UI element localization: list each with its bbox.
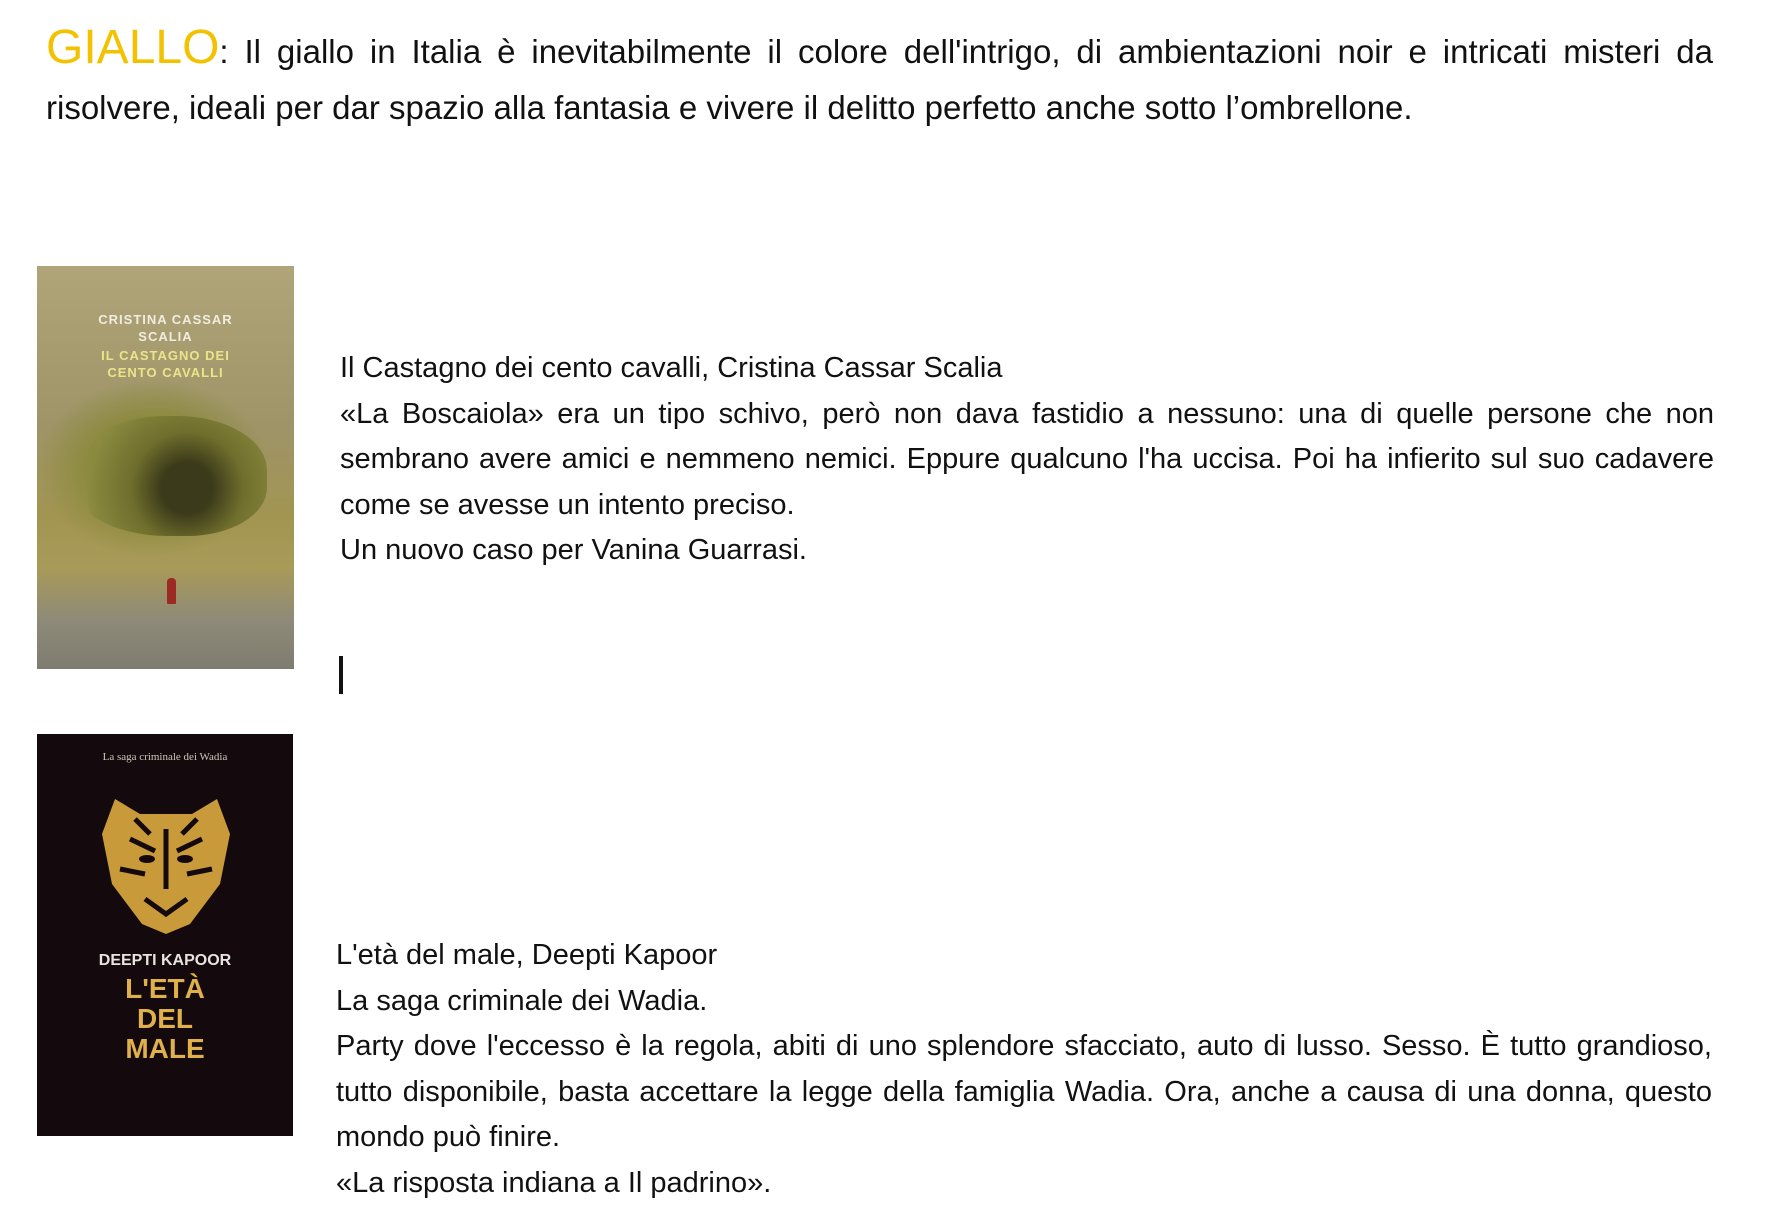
- intro-text: : Il giallo in Italia è inevitabilmente il colore dell'intrigo, di ambientazioni noir e intricati misteri da risolvere, ideali per dar spazio alla fantasia e vivere il delitto perfetto anche sotto l’ombrellone.: [46, 33, 1713, 126]
- genre-title: GIALLO: [46, 21, 219, 74]
- book-subheading: La saga criminale dei Wadia.: [336, 979, 1712, 1025]
- book-heading: Il Castagno dei cento cavalli, Cristina Cassar Scalia: [340, 346, 1714, 392]
- cover-title: IL CASTAGNO DEI CENTO CAVALLI: [37, 347, 294, 381]
- book-heading: L'età del male, Deepti Kapoor: [336, 933, 1712, 979]
- book-entry-castagno: [340, 346, 1714, 574]
- figure-illustration: [167, 578, 176, 604]
- tree-illustration: [67, 416, 267, 536]
- book-cover-castagno: [37, 266, 294, 669]
- text-cursor: [339, 656, 343, 694]
- cover-author: DEEPTI KAPOOR: [37, 952, 293, 970]
- book-description: «La Boscaiola» era un tipo schivo, però non dava fastidio a nessuno: una di quelle persone che non sembrano avere amici e nemmeno nemici. Eppure qualcuno l'ha uccisa. Poi ha infierito sul suo cadavere come se avesse un intento preciso.: [340, 392, 1714, 529]
- book-cover-eta-del-male: [37, 734, 293, 1136]
- tiger-illustration: [95, 789, 237, 934]
- book-tagline: Un nuovo caso per Vanina Guarrasi.: [340, 528, 1714, 574]
- book-entry-eta-del-male: [336, 933, 1712, 1206]
- cover-saga: La saga criminale dei Wadia: [37, 751, 293, 763]
- cover-title: L'ETÀ DEL MALE: [37, 974, 293, 1064]
- book-description: Party dove l'eccesso è la regola, abiti di uno splendore sfacciato, auto di lusso. Sesso. È tutto grandioso, tutto disponibile, basta accettare la legge della famiglia Wadia. Ora, anche a causa di una donna, questo mondo può finire.: [336, 1024, 1712, 1161]
- book-tagline: «La risposta indiana a Il padrino».: [336, 1161, 1712, 1206]
- intro-paragraph: [46, 20, 1713, 136]
- cover-author: CRISTINA CASSAR SCALIA: [37, 311, 294, 345]
